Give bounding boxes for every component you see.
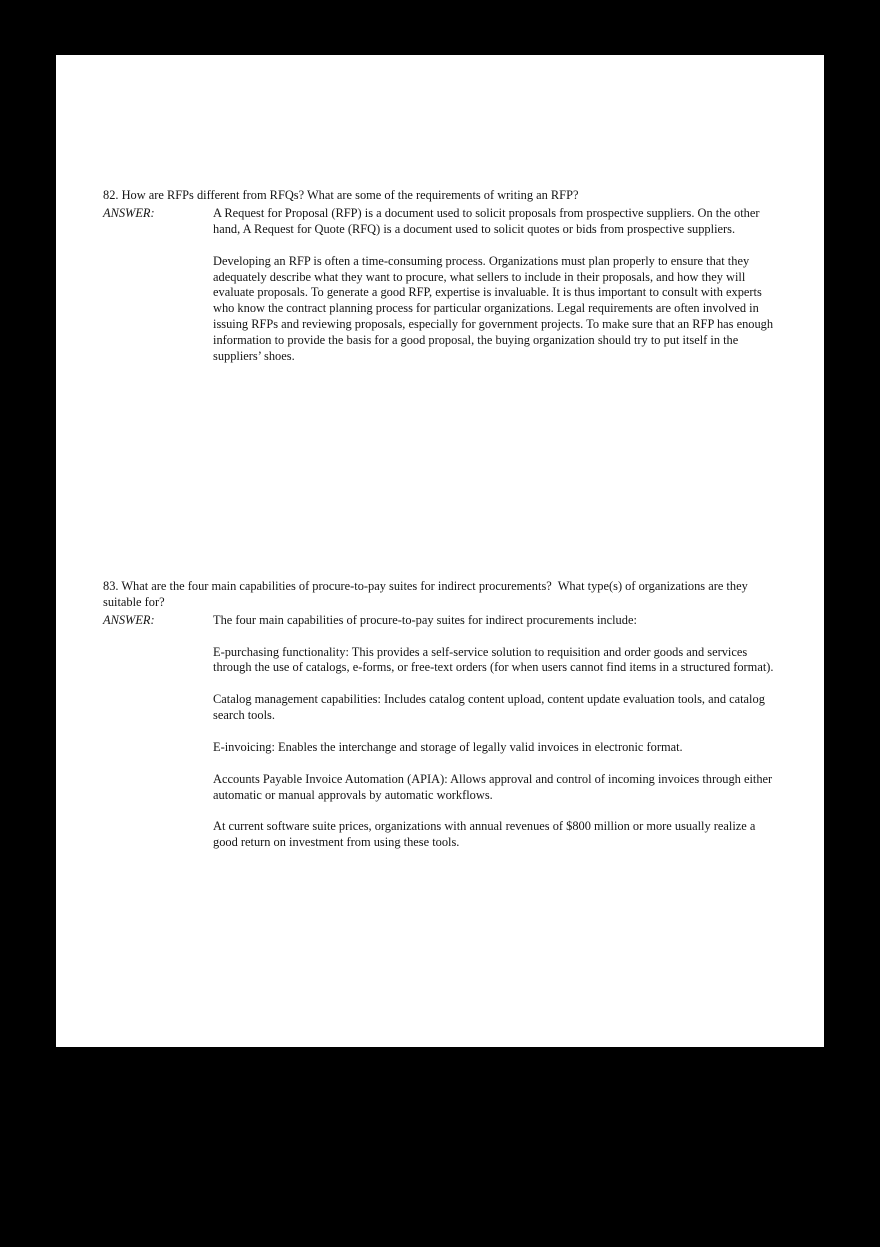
answer-label-82: ANSWER: xyxy=(103,205,155,220)
section-spacer xyxy=(103,365,777,579)
document-page-sheet xyxy=(56,55,824,1047)
answer-paragraph: E-purchasing functionality: This provides a self-service solution to requisition and order goods and services through the use of catalogs, e-forms, or free-text orders (for when users cannot find items in a structured format). xyxy=(213,644,774,675)
answer-column-83 xyxy=(213,613,777,852)
answer-paragraph: Developing an RFP is often a time-consuming process. Organizations must plan properly to ensure that they adequately describe what they want to procure, what sellers to include in their proposals, and how they will evaluate proposals. To generate a good RFP, expertise is invaluable. It is thus important to consult with experts who know the contract planning process for particular organizations. Legal requirements are often involved in issuing RFPs and reviewing proposals, especially for government projects. To make sure that an RFP has enough information to provide the basis for a good proposal, the buying organization should try to put itself in the suppliers’ shoes. xyxy=(213,253,777,364)
answer-paragraph: At current software suite prices, organizations with annual revenues of $800 million or more usually realize a good return on investment from using these tools. xyxy=(213,819,759,850)
answer-paragraph: E-invoicing: Enables the interchange and storage of legally valid invoices in electronic format. xyxy=(213,739,683,754)
document-text-body xyxy=(103,188,777,851)
answer-paragraph: The four main capabilities of procure-to-pay suites for indirect procurements include: xyxy=(213,612,637,627)
answer-column-82 xyxy=(213,206,777,365)
answer-paragraph: Catalog management capabilities: Includes catalog content upload, content update evaluation tools, and catalog search tools. xyxy=(213,692,768,723)
qa-block-83 xyxy=(103,579,777,851)
answer-label-83: ANSWER: xyxy=(103,612,155,627)
question-text-83: 83. What are the four main capabilities of procure-to-pay suites for indirect procurements? What type(s) of organizations are they suitable for? xyxy=(103,578,751,609)
qa-block-82 xyxy=(103,188,777,365)
answer-row-83 xyxy=(103,613,777,852)
answer-paragraph: Accounts Payable Invoice Automation (APIA): Allows approval and control of incoming invoices through either automatic or manual approvals by automatic workflows. xyxy=(213,771,776,802)
answer-paragraph: A Request for Proposal (RFP) is a document used to solicit proposals from prospective suppliers. On the other hand, A Request for Quote (RFQ) is a document used to solicit quotes or bids from prospective suppliers. xyxy=(213,205,763,236)
question-text-82: 82. How are RFPs different from RFQs? What are some of the requirements of writing an RFP? xyxy=(103,188,579,202)
answer-row-82 xyxy=(103,206,777,365)
